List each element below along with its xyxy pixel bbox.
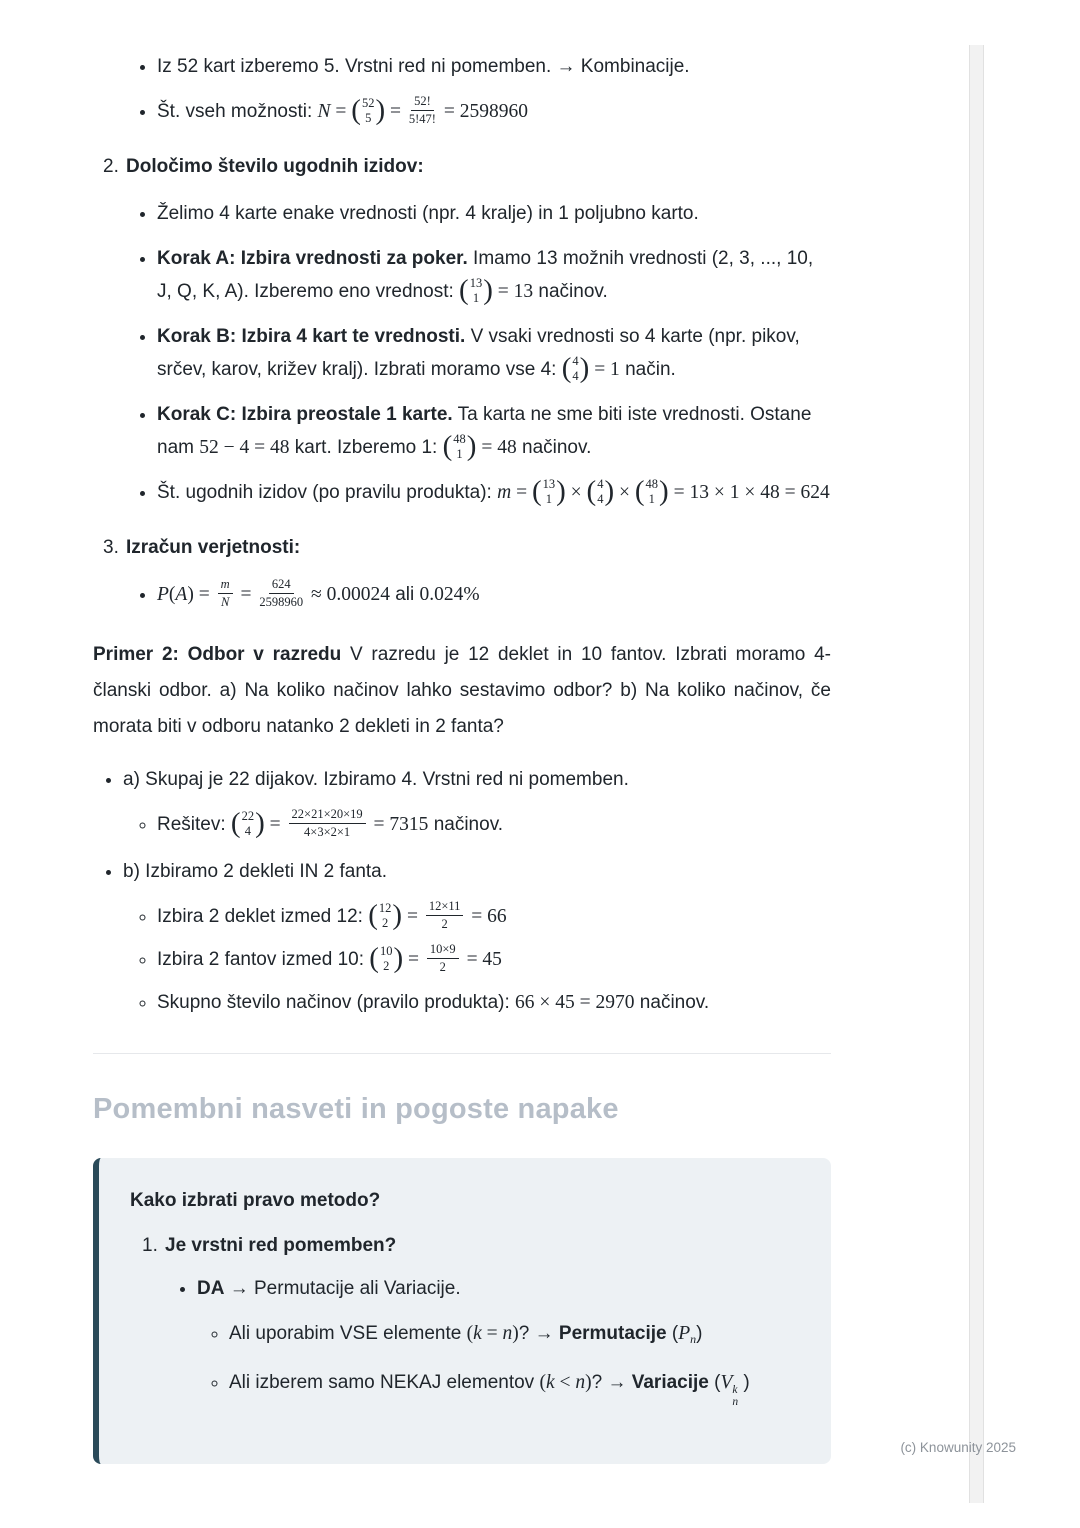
binomial-top: 48 bbox=[645, 477, 659, 492]
paren-close-glyph: ) bbox=[604, 475, 615, 508]
callout-bullet-list bbox=[130, 1272, 801, 1408]
binomial-coefficient bbox=[369, 942, 404, 975]
math-variable: n bbox=[502, 1323, 513, 1344]
math-segment: = 7315 bbox=[368, 814, 429, 835]
list-item-text bbox=[157, 992, 709, 1013]
math-subscript: n bbox=[690, 1332, 697, 1346]
math-segment: = bbox=[330, 101, 352, 122]
binomial-top: 22 bbox=[241, 809, 255, 824]
list-item bbox=[157, 197, 831, 230]
list-item-text bbox=[157, 577, 480, 610]
binomial-top: 13 bbox=[542, 477, 556, 492]
binomial-stack bbox=[469, 277, 484, 304]
math-segment: = bbox=[235, 584, 257, 605]
text-segment: Ali izberem samo NEKAJ elementov bbox=[229, 1372, 540, 1393]
paragraph-primer2 bbox=[93, 637, 831, 745]
text-segment: Št. ugodnih izidov (po pravilu produkta): bbox=[157, 482, 498, 503]
text-segment: ? → bbox=[591, 1372, 632, 1393]
paren-close-glyph: ) bbox=[393, 942, 404, 975]
math-segment: = bbox=[481, 1323, 503, 1344]
text-segment: V razredu je 12 deklet in 10 fantov. Izbrati moramo 4-članski odbor. a) Na koliko načinov lahko sestavimo odbor? b) Na koliko načinov, če morata biti v odboru natanko 2 dekleti in 2 fanta? bbox=[93, 644, 832, 737]
text-segment: načinov. bbox=[428, 814, 504, 835]
numbered-section-2 bbox=[103, 150, 831, 183]
fraction-denominator: 2 bbox=[441, 917, 448, 932]
fraction bbox=[289, 808, 366, 839]
binomial-bottom: 4 bbox=[244, 824, 251, 839]
fraction-denominator: 2 bbox=[439, 960, 446, 975]
fraction bbox=[427, 943, 459, 974]
list-item bbox=[157, 476, 831, 509]
binomial-stack bbox=[378, 902, 393, 929]
paren-close-glyph: ) bbox=[579, 352, 590, 385]
list-item bbox=[157, 320, 831, 386]
text-segment: Izbira 2 deklet izmed 12: bbox=[157, 906, 369, 927]
scrollbar-track[interactable] bbox=[969, 45, 984, 1503]
fraction bbox=[426, 900, 464, 931]
math-segment: ) = bbox=[187, 584, 215, 605]
binomial-bottom: 1 bbox=[456, 447, 463, 462]
list-item-text bbox=[157, 94, 528, 127]
section-title: Izračun verjetnosti: bbox=[126, 537, 301, 558]
sub-list bbox=[123, 808, 831, 841]
list-item bbox=[157, 50, 831, 83]
list-item bbox=[157, 578, 831, 611]
math-segment: ( bbox=[168, 584, 176, 605]
callout-title: Kako izbrati pravo metodo? bbox=[130, 1190, 381, 1211]
math-segment: ) bbox=[512, 1323, 519, 1344]
list-item-text bbox=[157, 404, 812, 463]
math-segment: = 1 bbox=[589, 359, 620, 380]
fraction bbox=[218, 578, 233, 609]
math-segment: 52 − 4 = 48 bbox=[199, 437, 290, 458]
binomial-coefficient bbox=[634, 475, 669, 508]
math-subscript: n bbox=[732, 1396, 739, 1408]
top-bullet-list bbox=[93, 50, 831, 128]
math-variable: n bbox=[575, 1372, 586, 1393]
paren-open-glyph: ( bbox=[459, 274, 469, 307]
text-segment: načinov. bbox=[533, 281, 608, 302]
list-item-text bbox=[157, 942, 502, 975]
bold-text-segment: Permutacije bbox=[558, 1323, 667, 1344]
ab-bullet-list bbox=[93, 763, 831, 1019]
text-segment: Skupno število načinov (pravilo produkta): bbox=[157, 992, 516, 1013]
binomial-bottom: 1 bbox=[472, 291, 480, 306]
binomial-stack bbox=[542, 478, 557, 505]
text-segment: način. bbox=[619, 359, 676, 380]
list-item bbox=[157, 900, 831, 933]
text-segment: ali bbox=[389, 584, 420, 605]
paren-close-glyph: ) bbox=[466, 430, 477, 463]
binomial-top: 10 bbox=[379, 944, 393, 959]
text-segment: Izbira 2 fantov izmed 10: bbox=[157, 949, 370, 970]
math-variable: A bbox=[175, 584, 188, 605]
section-3-bullets bbox=[93, 578, 831, 611]
binomial-top: 48 bbox=[453, 432, 466, 447]
fraction bbox=[409, 95, 436, 126]
binomial-coefficient bbox=[459, 274, 493, 307]
bold-text-segment: Variacije bbox=[631, 1372, 709, 1393]
binomial-bottom: 4 bbox=[597, 492, 604, 507]
math-segment: ≈ 0.00024 bbox=[306, 584, 390, 605]
binomial-stack bbox=[361, 97, 376, 124]
math-superscript: k bbox=[732, 1384, 738, 1396]
list-item bbox=[123, 855, 831, 1019]
text-segment: ) bbox=[738, 1372, 750, 1393]
section-2-bullets bbox=[93, 197, 831, 509]
fraction-denominator: 4×3×2×1 bbox=[304, 825, 351, 840]
binomial-stack bbox=[241, 810, 256, 837]
paren-open-glyph: ( bbox=[442, 430, 453, 463]
math-base: P bbox=[678, 1323, 691, 1344]
binomial-coefficient bbox=[368, 899, 403, 932]
list-item bbox=[157, 95, 831, 128]
binomial-top: 12 bbox=[378, 901, 392, 916]
binomial-bottom: 1 bbox=[648, 492, 655, 507]
list-item bbox=[157, 242, 831, 308]
math-variable: k bbox=[545, 1372, 555, 1393]
binomial-top: 52 bbox=[361, 96, 375, 111]
list-item-text bbox=[157, 56, 690, 77]
text-segment: ? → bbox=[518, 1323, 559, 1344]
bold-text-segment: Korak C: Izbira preostale 1 karte. bbox=[157, 404, 453, 425]
section-heading-tips: Pomembni nasveti in pogoste napake bbox=[93, 1093, 619, 1125]
math-segment: ( bbox=[466, 1323, 474, 1344]
list-item-text bbox=[157, 326, 800, 385]
math-segment: = bbox=[511, 482, 532, 503]
text-segment: → Permutacije ali Variacije. bbox=[224, 1278, 461, 1299]
text-segment: a) Skupaj je 22 dijakov. Izbiramo 4. Vrstni red ni pomemben. bbox=[123, 769, 629, 790]
binomial-stack bbox=[571, 355, 579, 382]
list-item bbox=[157, 398, 831, 464]
list-item-text bbox=[157, 899, 507, 932]
list-item bbox=[197, 1272, 801, 1408]
math-segment: ) bbox=[585, 1372, 592, 1393]
paren-open-glyph: ( bbox=[351, 94, 361, 127]
binomial-coefficient bbox=[442, 430, 477, 463]
math-sup-subscripted bbox=[720, 1372, 739, 1408]
fraction-denominator: 5!47! bbox=[408, 112, 436, 127]
math-segment: × bbox=[614, 482, 635, 503]
text-segment: načinov. bbox=[516, 437, 592, 458]
list-number: 2. bbox=[103, 156, 119, 177]
math-segment: = bbox=[403, 949, 424, 970]
list-item bbox=[157, 808, 831, 841]
list-item-text bbox=[157, 248, 814, 307]
fraction-denominator: N bbox=[220, 595, 230, 610]
math-segment: 0.024% bbox=[419, 584, 480, 605]
text-segment: ( bbox=[708, 1372, 721, 1393]
math-segment: = 13 × 1 × 48 = 624 bbox=[668, 482, 830, 503]
math-segment: × bbox=[565, 482, 587, 503]
math-segment: = 13 bbox=[492, 281, 534, 302]
binomial-bottom: 5 bbox=[365, 111, 372, 126]
list-item bbox=[229, 1366, 801, 1408]
document-content bbox=[93, 0, 831, 1464]
math-subscripted bbox=[678, 1323, 696, 1344]
math-base: V bbox=[720, 1372, 733, 1393]
binomial-coefficient bbox=[351, 94, 386, 127]
fraction-numerator: 52! bbox=[411, 95, 434, 111]
math-variable: P bbox=[157, 584, 169, 605]
binomial-top: 4 bbox=[597, 477, 604, 492]
math-segment: 66 × 45 = 2970 bbox=[515, 992, 635, 1013]
math-segment: = 48 bbox=[476, 437, 517, 458]
paren-close-glyph: ) bbox=[483, 274, 493, 307]
callout-question-1 bbox=[142, 1229, 801, 1262]
sub-list bbox=[197, 1317, 801, 1408]
callout-question-title: Je vrstni red pomemben? bbox=[165, 1235, 397, 1256]
math-segment: < bbox=[554, 1372, 576, 1393]
sub-list bbox=[123, 900, 831, 1019]
list-item bbox=[157, 943, 831, 976]
text-segment: Imamo 13 možnih vrednosti (2, 3, ..., 10, J, Q, K, A). Izberemo eno vrednost: bbox=[157, 248, 814, 302]
watermark: (c) Knowunity 2025 bbox=[900, 1440, 1016, 1455]
list-item-text bbox=[157, 475, 830, 508]
paren-open-glyph: ( bbox=[230, 807, 241, 840]
list-item-text bbox=[123, 769, 629, 790]
text-segment: Rešitev: bbox=[157, 814, 231, 835]
text-segment: Ta karta ne sme biti iste vrednosti. Ostane nam bbox=[157, 404, 812, 458]
text-segment: b) Izbiramo 2 dekleti IN 2 fanta. bbox=[123, 861, 388, 882]
list-item-text bbox=[197, 1278, 461, 1299]
paren-open-glyph: ( bbox=[586, 475, 597, 508]
list-number: 1. bbox=[142, 1235, 158, 1256]
callout-box bbox=[93, 1158, 831, 1464]
list-item-text bbox=[157, 807, 504, 840]
math-variable: N bbox=[317, 101, 331, 122]
list-item-text bbox=[157, 203, 699, 224]
numbered-section-3 bbox=[103, 531, 831, 564]
divider bbox=[93, 1053, 831, 1054]
bold-text-segment: Korak A: Izbira vrednosti za poker. bbox=[157, 248, 468, 269]
fraction-numerator: 22×21×20×19 bbox=[289, 808, 366, 824]
paren-close-glyph: ) bbox=[255, 807, 265, 840]
bold-text-segment: Korak B: Izbira 4 kart te vrednosti. bbox=[157, 326, 466, 347]
binomial-bottom: 4 bbox=[572, 369, 579, 384]
paren-close-glyph: ) bbox=[659, 475, 669, 508]
paren-open-glyph: ( bbox=[368, 899, 378, 932]
binomial-stack bbox=[596, 478, 604, 505]
paren-open-glyph: ( bbox=[531, 475, 542, 508]
list-item bbox=[229, 1317, 801, 1356]
list-number: 3. bbox=[103, 537, 119, 558]
binomial-coefficient bbox=[561, 352, 590, 385]
binomial-coefficient bbox=[230, 807, 265, 840]
math-segment: = 45 bbox=[461, 949, 502, 970]
paren-close-glyph: ) bbox=[392, 899, 403, 932]
math-segment: = 2598960 bbox=[438, 101, 528, 122]
binomial-bottom: 2 bbox=[382, 916, 389, 931]
section-title: Določimo število ugodnih izidov: bbox=[126, 156, 424, 177]
binomial-bottom: 1 bbox=[545, 492, 552, 507]
bold-text-segment: Primer 2: Odbor v razredu bbox=[93, 644, 342, 665]
binomial-coefficient bbox=[531, 475, 566, 508]
list-item-text bbox=[229, 1323, 703, 1344]
math-segment: ( bbox=[539, 1372, 546, 1393]
fraction-numerator: m bbox=[218, 578, 233, 594]
math-variable: k bbox=[473, 1323, 482, 1344]
list-item bbox=[157, 986, 831, 1019]
binomial-stack bbox=[645, 478, 660, 505]
binomial-coefficient bbox=[586, 475, 615, 508]
fraction-denominator: 2598960 bbox=[259, 595, 304, 610]
math-segment: = bbox=[264, 814, 286, 835]
list-item bbox=[123, 763, 831, 841]
paren-open-glyph: ( bbox=[369, 942, 379, 975]
text-segment: kart. Izberemo 1: bbox=[289, 437, 443, 458]
list-item-text bbox=[229, 1372, 750, 1408]
paren-close-glyph: ) bbox=[556, 475, 566, 508]
paren-close-glyph: ) bbox=[375, 94, 386, 127]
paren-open-glyph: ( bbox=[561, 352, 572, 385]
text-segment: ) bbox=[696, 1323, 703, 1344]
bold-text-segment: DA bbox=[197, 1278, 225, 1299]
fraction-numerator: 12×11 bbox=[426, 900, 464, 916]
math-variable: m bbox=[497, 482, 512, 503]
fraction bbox=[259, 578, 303, 609]
binomial-top: 4 bbox=[572, 354, 579, 369]
paren-open-glyph: ( bbox=[634, 475, 645, 508]
text-segment: V vsaki vrednosti so 4 karte (npr. pikov, srčev, karov, križev kralj). Izbrati moramo vse 4: bbox=[157, 326, 800, 380]
fraction-numerator: 10×9 bbox=[427, 943, 459, 959]
list-item-text bbox=[123, 861, 387, 882]
text-segment: ( bbox=[666, 1323, 679, 1344]
fraction-numerator: 624 bbox=[269, 578, 294, 594]
binomial-bottom: 2 bbox=[383, 959, 390, 974]
math-segment: = bbox=[385, 101, 406, 122]
text-segment: Želimo 4 karte enake vrednosti (npr. 4 kralje) in 1 poljubno karto. bbox=[157, 203, 699, 224]
text-segment: načinov. bbox=[634, 992, 710, 1013]
binomial-stack bbox=[452, 433, 467, 460]
text-segment: Iz 52 kart izberemo 5. Vrstni red ni pomemben. → Kombinacije. bbox=[157, 56, 690, 77]
math-segment: = bbox=[402, 906, 423, 927]
binomial-stack bbox=[379, 945, 394, 972]
math-segment: = 66 bbox=[466, 906, 507, 927]
text-segment: Št. vseh možnosti: bbox=[157, 101, 318, 122]
binomial-top: 13 bbox=[469, 276, 483, 291]
text-segment: Ali uporabim VSE elemente bbox=[229, 1323, 467, 1344]
